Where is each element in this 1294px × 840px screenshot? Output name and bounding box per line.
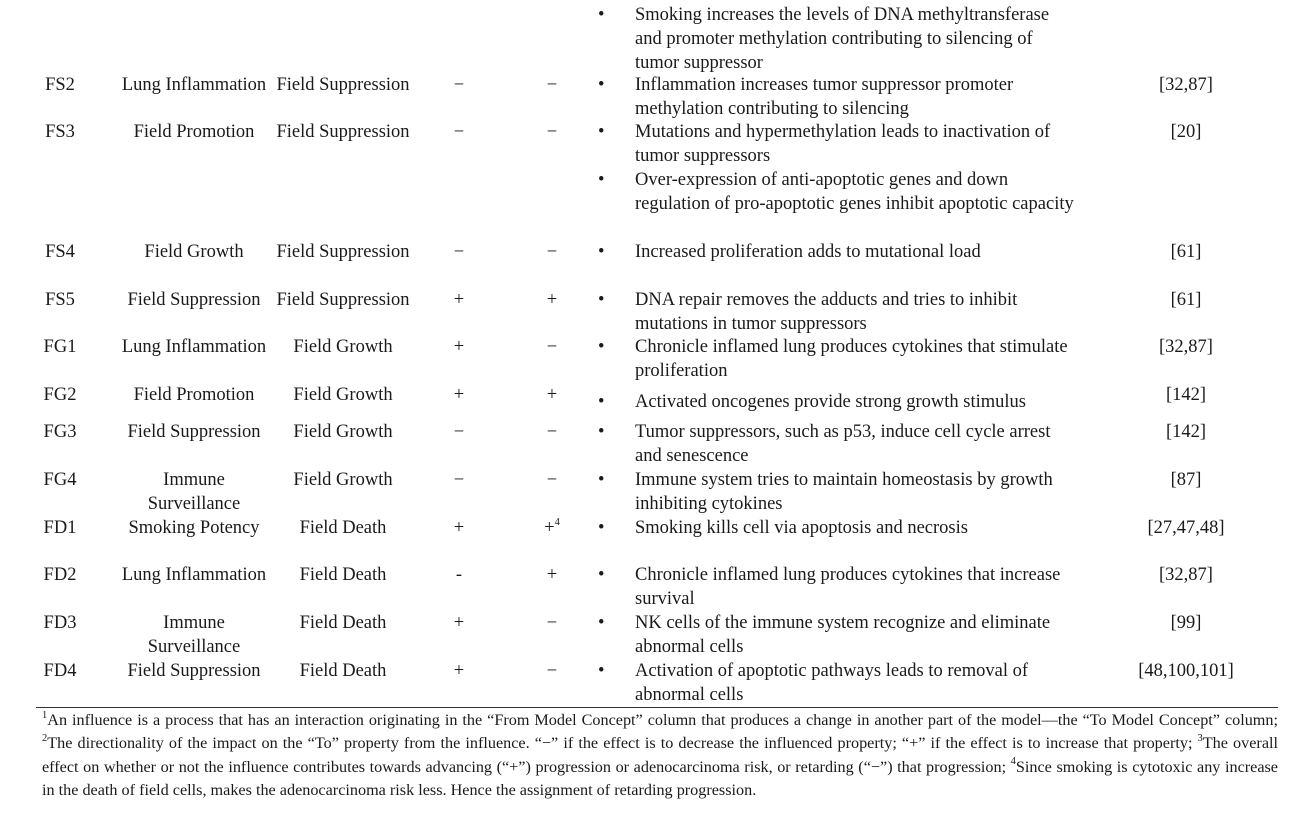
influence-id: FG4 xyxy=(43,470,77,490)
description-cell xyxy=(598,288,1078,336)
table-footnotes xyxy=(42,709,1278,803)
bullet-icon: • xyxy=(598,392,605,412)
direction-sign: + xyxy=(453,661,465,681)
footnote-text: The overall effect on whether or not the influence contributes towards advancing (“+”) progression or adenocarcinoma risk, or retarding (“−”) that progression; xyxy=(42,734,1279,776)
influence-id: FS2 xyxy=(45,75,75,95)
bullet-item xyxy=(598,3,1078,75)
bullet-text: Over-expression of anti-apoptotic genes and down regulation of pro-apoptotic genes inhibit apoptotic capacity xyxy=(635,170,1074,214)
footnote-marker: 4 xyxy=(1010,756,1016,768)
from-concept: Lung Inflammation xyxy=(121,75,267,95)
footnote-marker: 4 xyxy=(554,516,560,528)
bullet-text: Smoking kills cell via apoptosis and necrosis xyxy=(635,518,968,538)
description-cell xyxy=(598,3,1078,75)
effect-sign: − xyxy=(546,337,558,357)
effect-sign: + xyxy=(546,290,558,310)
direction-sign: + xyxy=(453,613,465,633)
influence-id: FG2 xyxy=(43,385,77,405)
direction-sign: − xyxy=(453,242,465,262)
description-cell xyxy=(598,611,1078,659)
bullet-icon: • xyxy=(598,242,605,262)
to-concept: Field Death xyxy=(299,565,387,585)
effect-sign: + xyxy=(544,518,555,538)
bullet-icon: • xyxy=(598,565,605,585)
bullet-text: Activated oncogenes provide strong growth stimulus xyxy=(635,392,1027,412)
bullet-text: Increased proliferation adds to mutational load xyxy=(635,242,981,262)
bullet-item xyxy=(598,468,1078,516)
effect-sign: − xyxy=(546,661,558,681)
influence-id: FD1 xyxy=(43,518,77,538)
description-cell xyxy=(598,120,1078,216)
references: [32,87] xyxy=(1159,337,1213,357)
from-concept: Field Growth xyxy=(144,242,244,262)
effect-sign: − xyxy=(546,422,558,442)
influence-id: FD3 xyxy=(43,613,77,633)
bullet-icon: • xyxy=(598,122,605,142)
bullet-icon: • xyxy=(598,337,605,357)
to-concept: Field Growth xyxy=(293,385,393,405)
bullet-item xyxy=(598,611,1078,659)
footnote-text: An influence is a process that has an interaction originating in the “From Model Concept” column that produces a change in another part of the model—the “To Model Concept” column; xyxy=(47,711,1278,729)
direction-sign: − xyxy=(453,122,465,142)
references: [142] xyxy=(1165,422,1207,442)
description-cell xyxy=(598,420,1078,468)
bullet-text: Chronicle inflamed lung produces cytokines that increase survival xyxy=(635,565,1061,609)
references: [32,87] xyxy=(1159,565,1213,585)
bullet-text: Tumor suppressors, such as p53, induce cell cycle arrest and senescence xyxy=(635,422,1051,466)
bullet-item xyxy=(598,563,1078,611)
description-cell xyxy=(598,516,1078,540)
direction-sign: + xyxy=(453,337,465,357)
influence-id: FS3 xyxy=(45,122,75,142)
bullet-icon: • xyxy=(598,613,605,633)
direction-sign: − xyxy=(453,75,465,95)
direction-sign: + xyxy=(453,385,465,405)
bullet-text: Smoking increases the levels of DNA methyltransferase and promoter methylation contributing to silencing of tumor suppressor xyxy=(635,5,1050,73)
bullet-item xyxy=(598,390,1078,414)
to-concept: Field Death xyxy=(299,661,387,681)
bullet-icon: • xyxy=(598,470,605,490)
to-concept: Field Death xyxy=(299,613,387,633)
bullet-item xyxy=(598,73,1078,121)
direction-sign: − xyxy=(453,470,465,490)
from-concept: Field Suppression xyxy=(127,661,261,681)
bullet-icon: • xyxy=(598,170,605,190)
from-concept: Field Promotion xyxy=(133,385,255,405)
to-concept: Field Growth xyxy=(293,337,393,357)
from-concept: Field Promotion xyxy=(133,122,255,142)
direction-sign: − xyxy=(453,422,465,442)
bullet-icon: • xyxy=(598,75,605,95)
bullet-text: Mutations and hypermethylation leads to inactivation of tumor suppressors xyxy=(635,122,1051,166)
to-concept: Field Suppression xyxy=(276,290,410,310)
effect-sign: + xyxy=(546,565,558,585)
bullet-item xyxy=(598,659,1078,707)
effect-sign: − xyxy=(546,122,558,142)
to-concept: Field Suppression xyxy=(276,75,410,95)
bullet-item xyxy=(598,420,1078,468)
references: [61] xyxy=(1170,290,1202,310)
to-concept: Field Growth xyxy=(293,422,393,442)
references: [142] xyxy=(1165,385,1207,405)
table-bottom-rule xyxy=(36,707,1278,708)
to-concept: Field Growth xyxy=(293,470,393,490)
effect-sign-cell xyxy=(512,516,592,540)
from-concept: Field Suppression xyxy=(127,422,261,442)
from-concept: Immune Surveillance xyxy=(147,613,241,657)
effect-sign: − xyxy=(546,242,558,262)
description-cell xyxy=(598,73,1078,121)
references: [99] xyxy=(1170,613,1202,633)
direction-sign: + xyxy=(453,290,465,310)
description-cell xyxy=(598,335,1078,383)
references: [32,87] xyxy=(1159,75,1213,95)
bullet-icon: • xyxy=(598,518,605,538)
references: [48,100,101] xyxy=(1138,661,1234,681)
bullet-text: Inflammation increases tumor suppressor promoter methylation contributing to silencing xyxy=(635,75,1014,119)
influence-id: FD2 xyxy=(43,565,77,585)
description-cell xyxy=(598,659,1078,707)
bullet-icon: • xyxy=(598,5,605,25)
footnote-marker: 1 xyxy=(42,709,48,721)
bullet-item xyxy=(598,516,1078,540)
bullet-text: DNA repair removes the adducts and tries to inhibit mutations in tumor suppressors xyxy=(635,290,1018,334)
to-concept: Field Suppression xyxy=(276,242,410,262)
bullet-item xyxy=(598,120,1078,168)
footnote-marker: 3 xyxy=(1197,733,1203,745)
footnote-marker: 2 xyxy=(42,733,48,745)
footnote-text: Since smoking is cytotoxic any increase in the death of field cells, makes the adenocarcinoma risk less. Hence the assignment of retarding progression. xyxy=(42,757,1278,800)
influence-id: FS5 xyxy=(45,290,75,310)
to-concept: Field Death xyxy=(299,518,387,538)
bullet-text: Activation of apoptotic pathways leads to removal of abnormal cells xyxy=(635,661,1029,705)
effect-sign: − xyxy=(546,75,558,95)
bullet-icon: • xyxy=(598,661,605,681)
references: [27,47,48] xyxy=(1147,518,1225,538)
description-cell xyxy=(598,468,1078,516)
from-concept: Immune Surveillance xyxy=(147,470,241,514)
bullet-text: NK cells of the immune system recognize and eliminate abnormal cells xyxy=(635,613,1051,657)
influence-id: FG3 xyxy=(43,422,77,442)
bullet-item xyxy=(598,168,1078,216)
influence-id: FD4 xyxy=(43,661,77,681)
references: [87] xyxy=(1170,470,1202,490)
influence-id: FS4 xyxy=(45,242,75,262)
from-concept: Smoking Potency xyxy=(128,518,260,538)
influence-id: FG1 xyxy=(43,337,77,357)
direction-sign: - xyxy=(455,565,463,585)
bullet-item xyxy=(598,240,1078,264)
direction-sign: + xyxy=(453,518,465,538)
footnote-text: The directionality of the impact on the “To” property from the influence. “−” if the effect is to decrease the influenced property; “+” if the effect is to increase that property; xyxy=(47,734,1198,753)
bullet-item xyxy=(598,335,1078,383)
bullet-item xyxy=(598,288,1078,336)
description-cell xyxy=(598,240,1078,264)
effect-sign: + xyxy=(546,385,558,405)
references: [20] xyxy=(1170,122,1202,142)
effect-sign: − xyxy=(546,470,558,490)
bullet-text: Chronicle inflamed lung produces cytokines that stimulate proliferation xyxy=(635,337,1068,381)
from-concept: Lung Inflammation xyxy=(121,565,267,585)
description-cell xyxy=(598,390,1078,414)
bullet-icon: • xyxy=(598,290,605,310)
bullet-text: Immune system tries to maintain homeostasis by growth inhibiting cytokines xyxy=(635,470,1053,514)
description-cell xyxy=(598,563,1078,611)
to-concept: Field Suppression xyxy=(276,122,410,142)
from-concept: Lung Inflammation xyxy=(121,337,267,357)
references: [61] xyxy=(1170,242,1202,262)
effect-sign: − xyxy=(546,613,558,633)
bullet-icon: • xyxy=(598,422,605,442)
from-concept: Field Suppression xyxy=(127,290,261,310)
